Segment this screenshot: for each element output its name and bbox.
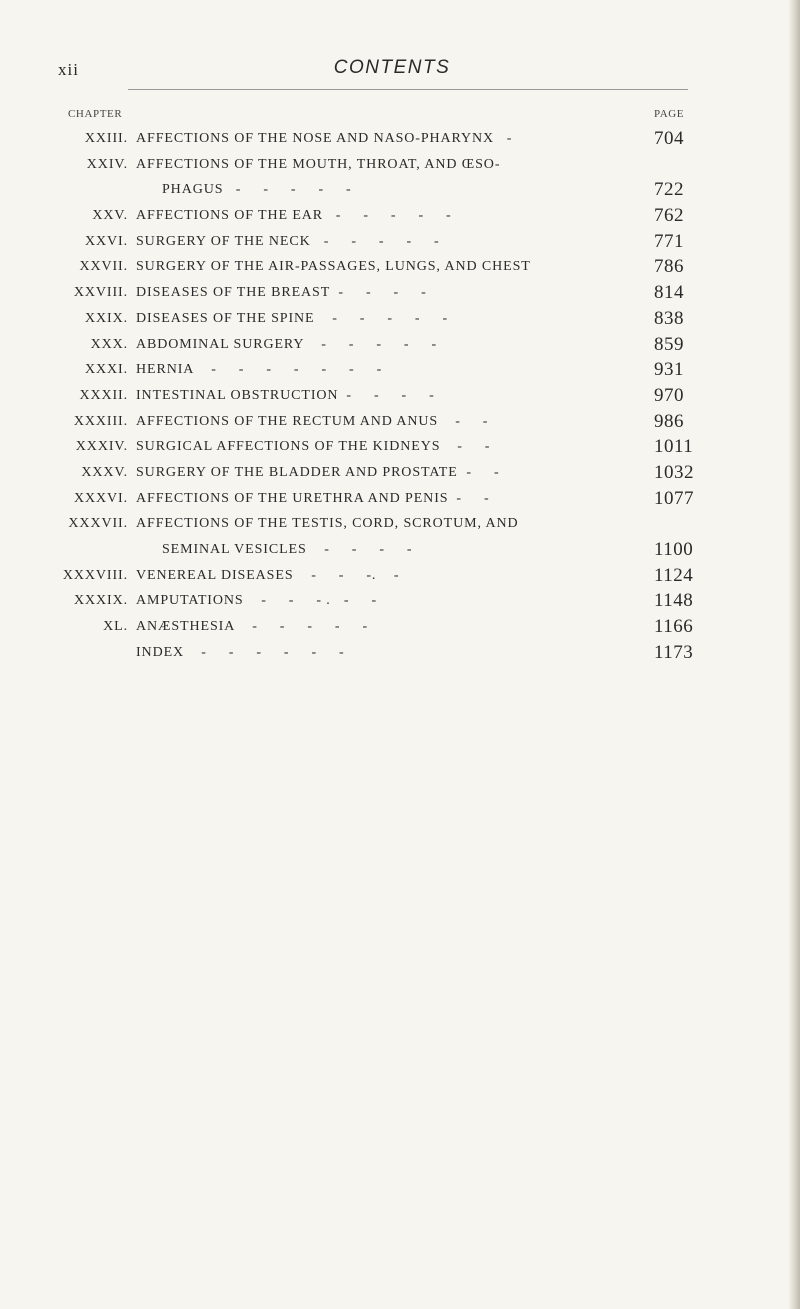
- toc-entry: [0, 177, 800, 203]
- chapter-number: XXXV.: [81, 464, 128, 480]
- dot-leader: - -: [444, 439, 491, 455]
- page-number: 814: [654, 282, 684, 304]
- toc-entry: [0, 306, 800, 332]
- chapter-title: DISEASES OF THE BREAST: [136, 285, 331, 301]
- chapter-title: AFFECTIONS OF THE TESTIS, CORD, SCROTUM, AND: [136, 516, 519, 532]
- toc-entry: [0, 588, 800, 614]
- chapter-number: XXVIII.: [73, 285, 128, 301]
- dot-leader: - - - - -: [239, 619, 369, 635]
- page-number: 1032: [654, 461, 694, 483]
- dot-leader: - -: [442, 413, 489, 429]
- toc-entry: [0, 152, 800, 178]
- chapter-number: XXX.: [90, 336, 128, 352]
- toc-entry: [0, 280, 800, 306]
- chapter-number: XXIV.: [86, 156, 128, 172]
- chapter-title: SURGERY OF THE BLADDER AND PROSTATE: [136, 464, 458, 480]
- chapter-number: XXV.: [92, 208, 128, 224]
- dot-leader: - - - -: [334, 285, 427, 301]
- page-number: 1011: [654, 436, 694, 458]
- page-number: 1100: [654, 539, 694, 560]
- chapter-number: XXXVI.: [73, 490, 128, 506]
- chapter-title: ABDOMINAL SURGERY: [136, 336, 305, 352]
- chapter-title: AFFECTIONS OF THE NOSE AND NASO-PHARYNX: [136, 131, 495, 146]
- dot-leader: - - - - -: [315, 233, 440, 249]
- page-number: 771: [654, 230, 684, 252]
- toc-entry: [0, 254, 800, 280]
- page-number: 970: [654, 384, 684, 406]
- running-head-page-number: xii: [58, 60, 79, 79]
- chapter-column-header: CHAPTER: [68, 108, 123, 120]
- chapter-title: PHAGUS: [162, 182, 224, 198]
- dot-leader: - - - - - -: [188, 644, 345, 660]
- chapter-title: ANÆSTHESIA: [136, 619, 236, 635]
- toc-entry: [0, 229, 800, 255]
- dot-leader: - - - - - - -: [198, 362, 383, 378]
- chapter-title: AFFECTIONS OF THE MOUTH, THROAT, AND ŒSO-: [136, 156, 501, 172]
- page-number: 704: [654, 128, 684, 149]
- page-number: 786: [654, 256, 684, 278]
- page-number: 838: [654, 307, 684, 329]
- chapter-title: INTESTINAL OBSTRUCTION: [136, 387, 339, 403]
- toc-entry: [0, 383, 800, 409]
- chapter-number: XXXI.: [85, 362, 128, 378]
- toc-entry: [0, 563, 800, 589]
- chapter-title: AFFECTIONS OF THE EAR: [136, 208, 324, 224]
- toc-entry: [0, 434, 800, 460]
- toc-entry: [0, 203, 800, 229]
- dot-leader: - - - -: [311, 542, 413, 557]
- chapter-title: VENEREAL DISEASES: [136, 567, 294, 583]
- dot-leader: - - -. -: [298, 567, 400, 583]
- chapter-title: SURGICAL AFFECTIONS OF THE KIDNEYS: [136, 439, 441, 455]
- dot-leader: - -: [452, 490, 490, 506]
- chapter-number: XXVI.: [85, 233, 128, 249]
- toc-entry: [0, 537, 800, 563]
- page-number: 931: [654, 359, 684, 381]
- dot-leader: - - - - -: [308, 336, 438, 352]
- toc-entry: [0, 614, 800, 640]
- dot-leader: - - - . - -: [248, 593, 378, 609]
- chapter-title: AFFECTIONS OF THE URETHRA AND PENIS: [136, 490, 449, 506]
- table-of-contents: [0, 126, 800, 665]
- chapter-number: XXIII.: [84, 131, 128, 146]
- chapter-title: HERNIA: [136, 362, 195, 378]
- page-number: 1166: [654, 616, 694, 638]
- page-number: 1148: [654, 590, 694, 612]
- chapter-number: XXXIII.: [73, 413, 128, 429]
- chapter-title: INDEX: [136, 644, 185, 660]
- chapter-title: SURGERY OF THE NECK: [136, 233, 311, 249]
- dot-leader: - - - - -: [327, 208, 452, 224]
- chapter-title: AMPUTATIONS: [136, 593, 244, 609]
- chapter-number: XXVII.: [79, 259, 128, 275]
- chapter-title: DISEASES OF THE SPINE: [136, 310, 315, 326]
- toc-entry: [0, 409, 800, 435]
- dot-leader: - - - - -: [227, 182, 352, 198]
- toc-entry: [0, 460, 800, 486]
- dot-leader: - - - -: [342, 387, 435, 403]
- dot-leader: - -: [462, 464, 500, 480]
- chapter-number: XXXVIII.: [62, 567, 128, 583]
- chapter-number: XL.: [103, 619, 128, 635]
- chapter-number: XXIX.: [85, 310, 128, 326]
- chapter-number: XXXVII.: [68, 516, 128, 532]
- header-rule: [128, 89, 688, 90]
- chapter-title: SURGERY OF THE AIR-PASSAGES, LUNGS, AND CHEST: [136, 259, 531, 275]
- toc-entry: [0, 511, 800, 537]
- running-head-title: CONTENTS: [333, 57, 451, 78]
- page-number: 762: [654, 205, 684, 227]
- chapter-number: XXXII.: [79, 387, 128, 403]
- chapter-number: XXXIX.: [73, 593, 128, 609]
- page-number: 1173: [654, 641, 694, 663]
- chapter-number: XXXIV.: [75, 439, 128, 455]
- toc-entry: [0, 332, 800, 358]
- toc-entry: [0, 486, 800, 512]
- dot-leader: - - - - -: [319, 310, 449, 326]
- chapter-title: SEMINAL VESICLES: [162, 542, 307, 557]
- dot-leader: -: [498, 131, 513, 146]
- page-column-header: PAGE: [654, 108, 685, 120]
- chapter-title: AFFECTIONS OF THE RECTUM AND ANUS: [136, 413, 439, 429]
- toc-entry: [0, 640, 800, 666]
- page-number: 722: [654, 179, 684, 201]
- page-number: 1124: [654, 564, 694, 586]
- toc-entry: [0, 357, 800, 383]
- page-number: 859: [654, 333, 684, 355]
- page-number: 986: [654, 410, 684, 432]
- page-number: 1077: [654, 487, 694, 509]
- toc-entry: [0, 126, 800, 152]
